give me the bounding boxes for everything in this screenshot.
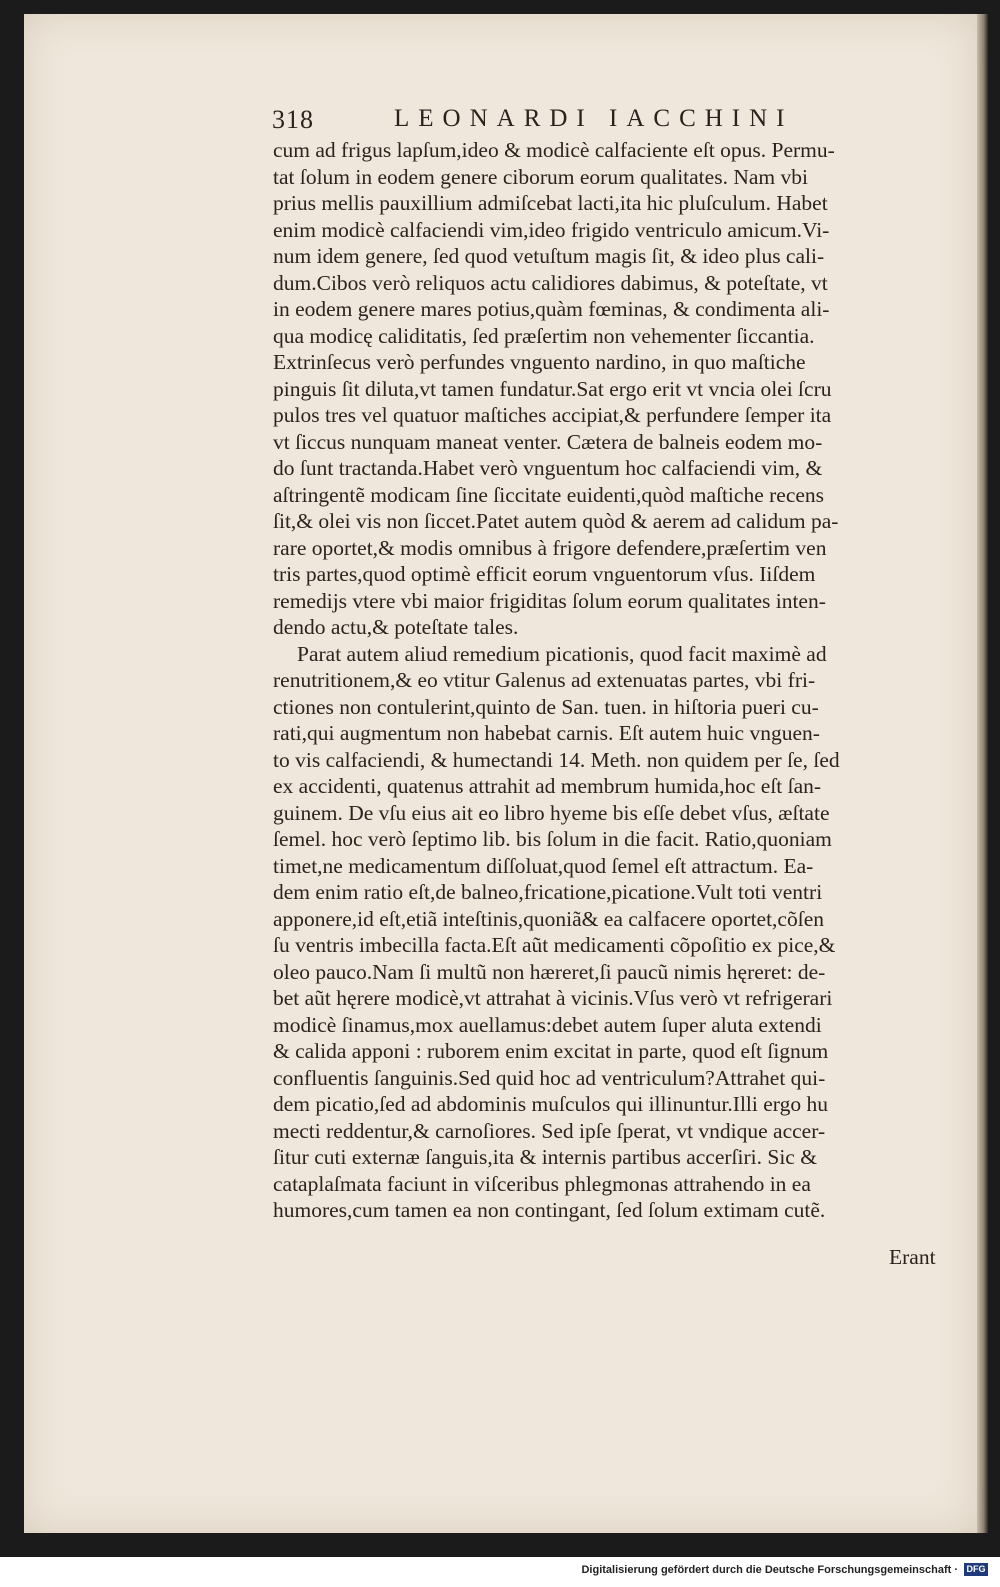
text-line: modicè ſinamus,mox auellamus:debet autem ſuper aluta extendi bbox=[273, 1012, 822, 1037]
header-title: LEONARDI IACCHINI bbox=[394, 105, 794, 132]
text-line: Extrinſecus verò perfundes vnguento nardino, in quo maſtiche bbox=[273, 350, 806, 374]
text-line: dem enim ratio eſt,de balneo,fricatione,picatione.Vult toti ventri bbox=[273, 880, 823, 904]
text-line: qua modicę caliditatis, ſed præſertim non vehementer ſiccantia. bbox=[273, 323, 815, 348]
text-line: vt ſiccus nunquam maneat venter. Cætera de balneis eodem mo- bbox=[273, 429, 823, 454]
text-line: bet aũt hęrere modicè,vt attrahat à vicinis.Vſus verò vt refrigerari bbox=[273, 986, 833, 1010]
text-line: confluentis ſanguinis.Sed quid hoc ad ventriculum?Attrahet qui- bbox=[273, 1065, 826, 1090]
text-line: do ſunt tractanda.Habet verò vnguentum hoc calfaciendi vim, & bbox=[273, 456, 823, 480]
page-edge bbox=[977, 14, 988, 1533]
text-line: to vis calfaciendi, & humectandi 14. Meth. non quidem per ſe, ſed bbox=[273, 747, 840, 772]
page-number: 318 bbox=[272, 105, 314, 134]
text-line: & calida apponi : ruborem enim excitat in parte, quod eſt ſignum bbox=[273, 1039, 829, 1063]
text-line: oleo pauco.Nam ſi multũ non hæreret,ſi paucũ nimis hęreret: de- bbox=[273, 959, 826, 984]
text-line: dendo actu,& poteſtate tales. bbox=[273, 615, 519, 639]
dfg-logo: DFG bbox=[964, 1563, 988, 1576]
text-line: tris partes,quod optimè efficit eorum vnguentorum vſus. Iiſdem bbox=[273, 562, 816, 586]
footer-credit: Digitalisierung gefördert durch die Deutsche Forschungsgemeinschaft · bbox=[581, 1564, 958, 1576]
text-line: ſitur cuti externæ ſanguis,ita & internis partibus accerſiri. Sic & bbox=[273, 1145, 817, 1169]
text-line: ſit,& olei vis non ſiccet.Patet autem quòd & aerem ad calidum pa- bbox=[273, 509, 839, 533]
text-line: dum.Cibos verò reliquos actu calidiores dabimus, & poteſtate, vt bbox=[273, 270, 828, 295]
text-line: rati,qui augmentum non habebat carnis. Eſt autem huic vnguen- bbox=[273, 721, 820, 745]
text-line: cataplaſmata faciunt in viſceribus phlegmonas attrahendo in ea bbox=[273, 1171, 811, 1196]
text-line: enim modicè calfaciendi vim,ideo frigido ventriculo amicum.Vi- bbox=[273, 217, 830, 242]
text-line: ex accidenti, quatenus attrahit ad membrum humida,hoc eſt ſan- bbox=[273, 774, 822, 798]
text-line: Parat autem aliud remedium picationis, quod facit maximè ad bbox=[297, 641, 827, 666]
text-line: cum ad frigus lapſum,ideo & modicè calfaciente eſt opus. Permu- bbox=[273, 138, 835, 162]
text-line: ſemel. hoc verò ſeptimo lib. bis ſolum in die facit. Ratio,quoniam bbox=[273, 827, 832, 851]
text-line: in eodem genere mares potius,quàm fœminas, & condimenta ali- bbox=[273, 297, 830, 321]
text-line: rare oportet,& modis omnibus à frigore defendere,præſertim ven bbox=[273, 535, 827, 560]
catchword: Erant bbox=[889, 1245, 936, 1269]
text-line: dem picatio,ſed ad abdominis muſculos qui illinuntur.Illi ergo hu bbox=[273, 1092, 828, 1116]
text-line: guinem. De vſu eius ait eo libro hyeme bis eſſe debet vſus, æſtate bbox=[273, 800, 830, 825]
text-line: tat ſolum in eodem genere ciborum eorum qualitates. Nam vbi bbox=[273, 164, 808, 189]
text-line: ſu ventris imbecilla facta.Eſt aũt medicamenti cõpoſitio ex pice,& bbox=[273, 933, 836, 957]
body-text bbox=[273, 137, 961, 1224]
text-line: humores,cum tamen ea non contingant, ſed ſolum extimam cutẽ. bbox=[273, 1198, 826, 1222]
text-line: pinguis ſit diluta,vt tamen fundatur.Sat ergo erit vt vncia olei ſcru bbox=[273, 376, 832, 401]
text-line: timet,ne medicamentum diſſoluat,quod ſemel eſt attractum. Ea- bbox=[273, 853, 814, 878]
text-line: prius mellis pauxillium admiſcebat lacti,ita hic pluſculum. Habet bbox=[273, 191, 828, 215]
text-line: mecti reddentur,& carnoſiores. Sed ipſe ſperat, vt vndique accer- bbox=[273, 1118, 826, 1143]
text-line: pulos tres vel quatuor maſtiches accipiat,& perfundere ſemper ita bbox=[273, 403, 832, 427]
text-line: num idem genere, ſed quod vetuſtum magis ſit, & ideo plus cali- bbox=[273, 244, 825, 268]
text-line: renutritionem,& eo vtitur Galenus ad extenuatas partes, vbi fri- bbox=[273, 668, 816, 692]
text-line: remedijs vtere vbi maior frigiditas ſolum eorum qualitates inten- bbox=[273, 588, 826, 613]
text-line: ctiones non contulerint,quinto de San. tuen. in hiſtoria pueri cu- bbox=[273, 694, 819, 719]
text-line: apponere,id eſt,etiã inteſtinis,quoniã& ea calfacere oportet,cõſen bbox=[273, 906, 824, 931]
text-line: aſtringentẽ modicam ſine ſiccitate euidenti,quòd maſtiche recens bbox=[273, 482, 825, 507]
